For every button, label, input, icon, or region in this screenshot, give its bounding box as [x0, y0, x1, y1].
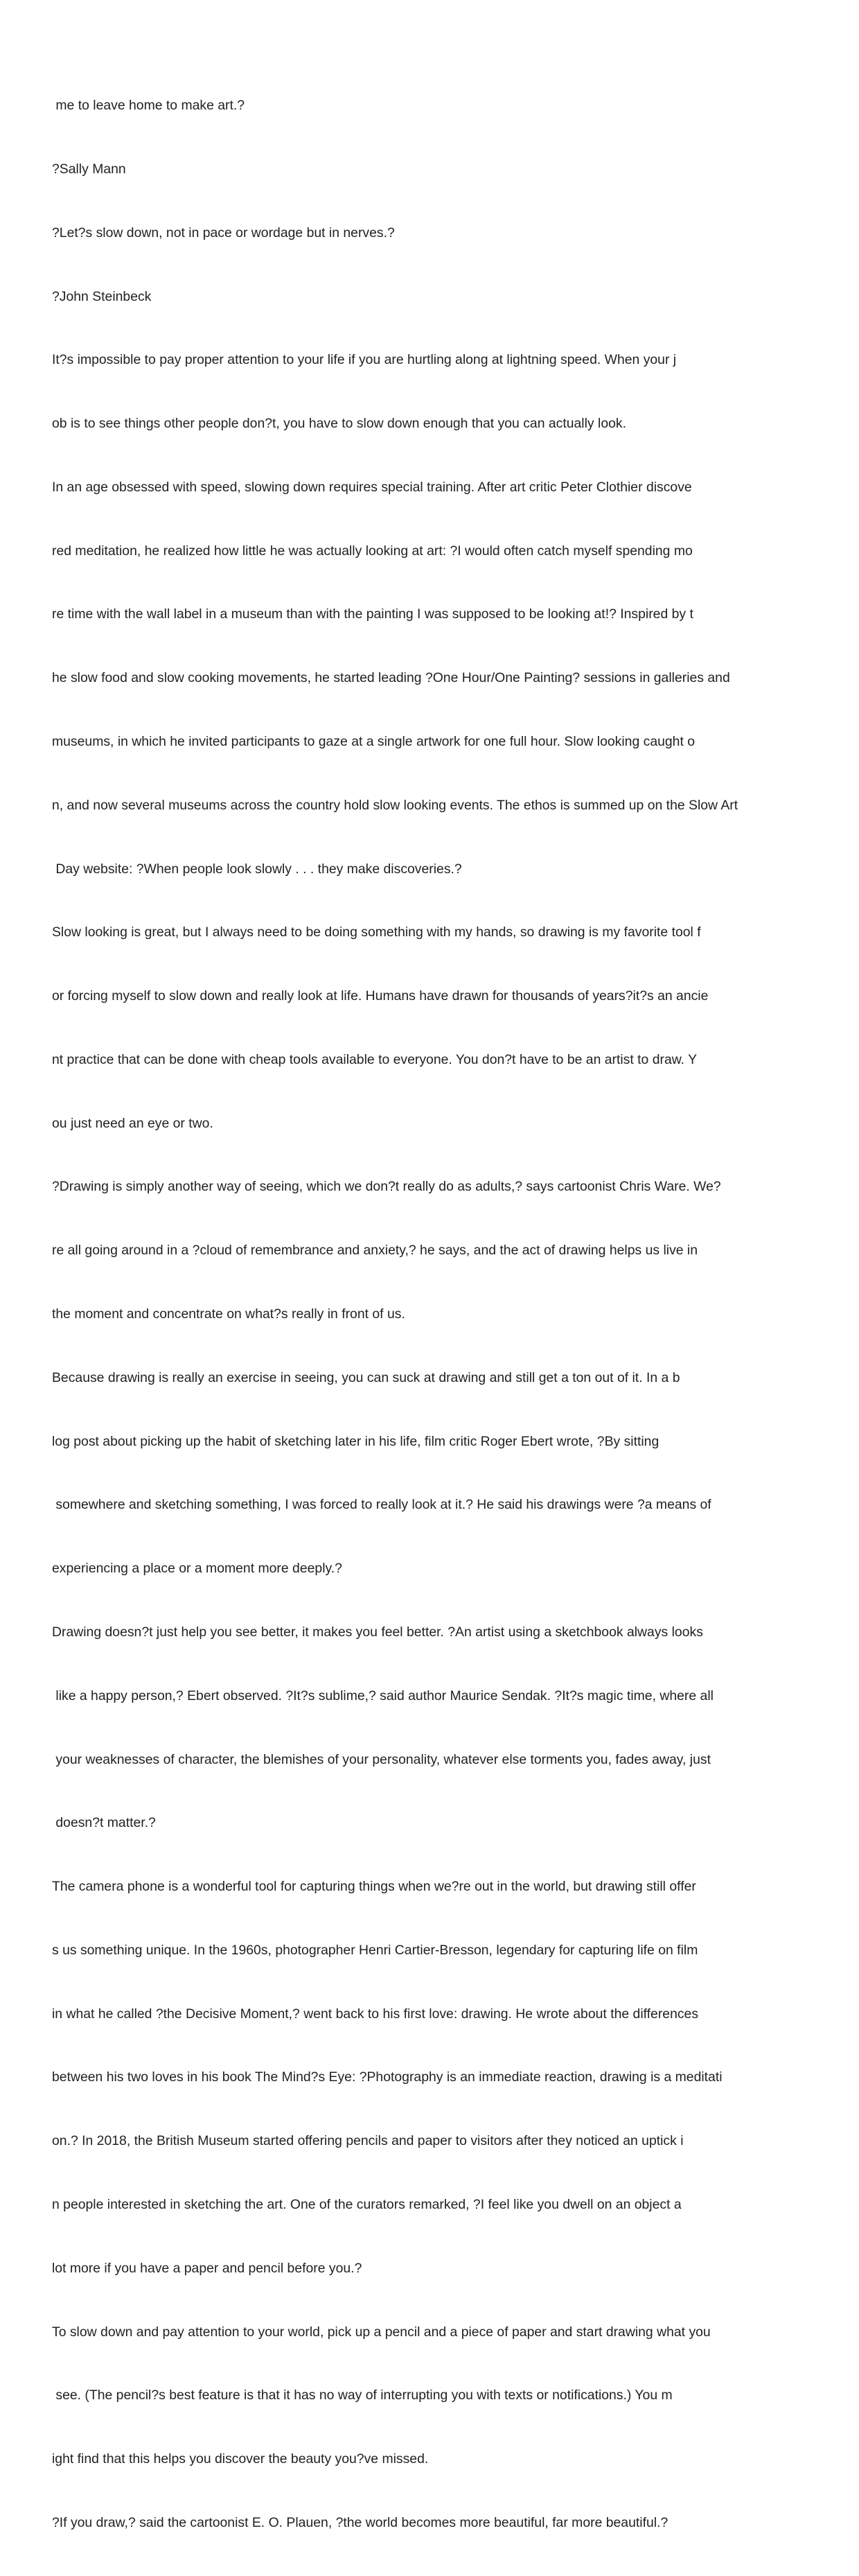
text-line: on.? In 2018, the British Museum started offering pencils and paper to visitors after they noticed an uptick i — [52, 2133, 684, 2149]
text-line: ?Let?s slow down, not in pace or wordage but in nerves.? — [52, 225, 395, 240]
text-line: lot more if you have a paper and pencil before you.? — [52, 2260, 362, 2276]
text-line: It?s impossible to pay proper attention to your life if you are hurtling along at lightning speed. When your j — [52, 352, 677, 368]
text-line: between his two loves in his book The Mind?s Eye: ?Photography is an immediate reaction, drawing is a meditati — [52, 2069, 723, 2085]
text-line: he slow food and slow cooking movements, he started leading ?One Hour/One Painting? sessions in galleries and — [52, 670, 730, 686]
text-line: To slow down and pay attention to your world, pick up a pencil and a piece of paper and start drawing what you — [52, 2324, 711, 2340]
text-line: Because drawing is really an exercise in seeing, you can suck at drawing and still get a ton out of it. In a b — [52, 1369, 680, 1385]
text-line: ?Drawing is simply another way of seeing, which we don?t really do as adults,? says cartoonist Chris Ware. We? — [52, 1179, 721, 1195]
text-line: experiencing a place or a moment more deeply.? — [52, 1561, 342, 1577]
text-line: The camera phone is a wonderful tool for capturing things when we?re out in the world, but drawing still offer — [52, 1879, 696, 1895]
text-line: doesn?t matter.? — [52, 1815, 156, 1831]
text-line: re all going around in a ?cloud of remembrance and anxiety,? he says, and the act of drawing helps us live in — [52, 1243, 698, 1259]
text-line: log post about picking up the habit of sketching later in his life, film critic Roger Ebert wrote, ?By sitting — [52, 1433, 659, 1449]
text-line: see. (The pencil?s best feature is that it has no way of interrupting you with texts or notifications.) You m — [52, 2387, 673, 2403]
text-line: In an age obsessed with speed, slowing down requires special training. After art critic Peter Clothier discove — [52, 479, 692, 495]
text-line: or forcing myself to slow down and really look at life. Humans have drawn for thousands of years?it?s an ancie — [52, 988, 709, 1004]
text-line: Drawing doesn?t just help you see better, it makes you feel better. ?An artist using a sketchbook always looks — [52, 1624, 703, 1640]
text-line: s us something unique. In the 1960s, photographer Henri Cartier-Bresson, legendary for capturing life on film — [52, 1942, 698, 1958]
text-line: ?John Steinbeck — [52, 288, 152, 304]
text-line: ?Sally Mann — [52, 161, 126, 177]
text-line: red meditation, he realized how little he was actually looking at art: ?I would often catch myself spending mo — [52, 543, 693, 559]
text-line: Slow looking is great, but I always need to be doing something with my hands, so drawing is my favorite tool f — [52, 925, 701, 940]
text-line: your weaknesses of character, the blemishes of your personality, whatever else torments you, fades away, just — [52, 1751, 711, 1767]
text-line: n people interested in sketching the art. One of the curators remarked, ?I feel like you dwell on an object a — [52, 2196, 682, 2212]
text-line: ight find that this helps you discover the beauty you?ve missed. — [52, 2451, 429, 2467]
text-line: me to leave home to make art.? — [52, 98, 245, 114]
text-line: n, and now several museums across the country hold slow looking events. The ethos is summed up on the Slow Art — [52, 797, 738, 813]
text-line: ?If you draw,? said the cartoonist E. O. Plauen, ?the world becomes more beautiful, far more beautiful.? — [52, 2514, 668, 2530]
body-text — [52, 53, 856, 2576]
text-line: somewhere and sketching something, I was forced to really look at it.? He said his drawings were ?a means of — [52, 1497, 711, 1513]
text-line: like a happy person,? Ebert observed. ?It?s sublime,? said author Maurice Sendak. ?It?s magic time, where all — [52, 1688, 714, 1703]
text-line: re time with the wall label in a museum than with the painting I was supposed to be looking at!? Inspired by t — [52, 606, 693, 622]
text-line: Day website: ?When people look slowly . . . they make discoveries.? — [52, 861, 462, 877]
text-line: museums, in which he invited participants to gaze at a single artwork for one full hour. Slow looking caught o — [52, 734, 696, 749]
text-line: ob is to see things other people don?t, you have to slow down enough that you can actually look. — [52, 416, 626, 432]
text-line: in what he called ?the Decisive Moment,? went back to his first love: drawing. He wrote about the differences — [52, 2006, 699, 2022]
text-line: the moment and concentrate on what?s really in front of us. — [52, 1306, 405, 1322]
text-line: ou just need an eye or two. — [52, 1115, 213, 1131]
text-line: nt practice that can be done with cheap tools available to everyone. You don?t have to be an artist to draw. Y — [52, 1051, 698, 1067]
